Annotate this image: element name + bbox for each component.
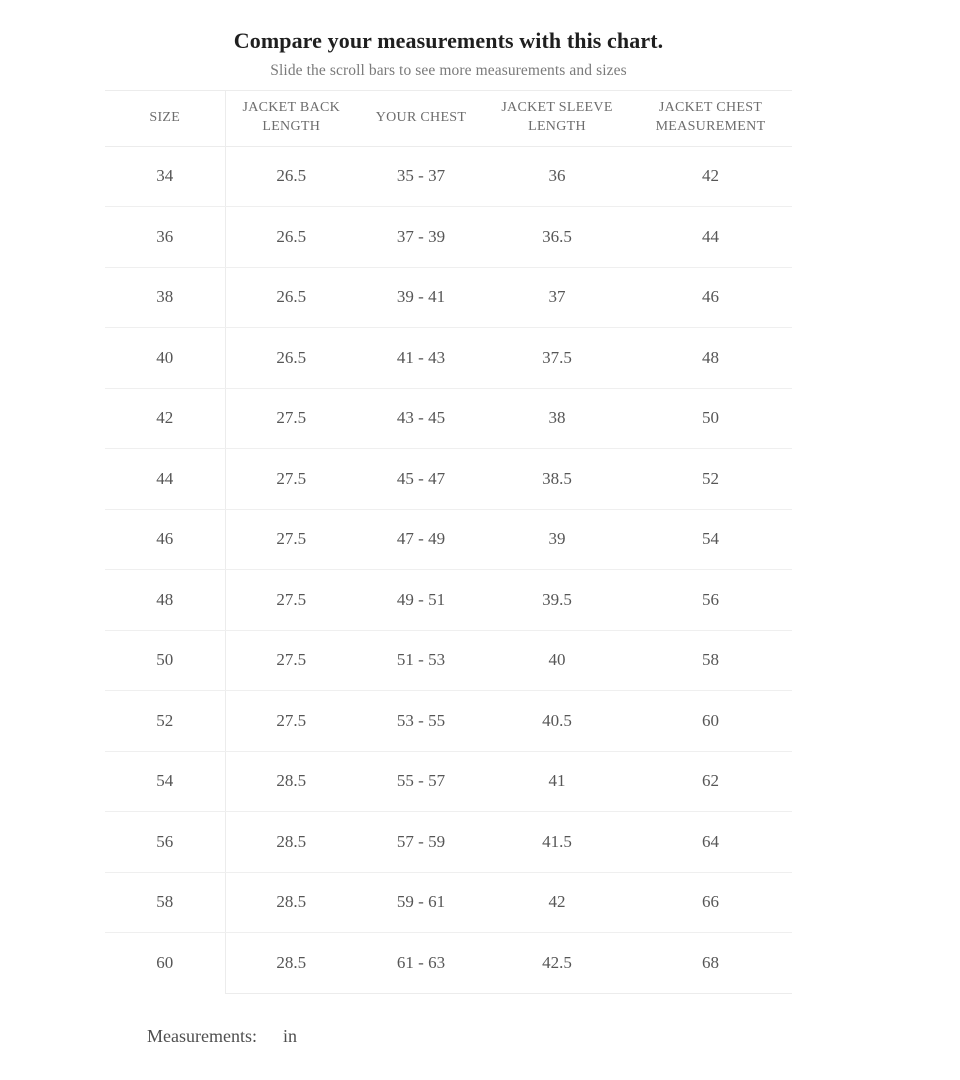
cell-jacket-sleeve-length: 42.5 xyxy=(485,933,629,994)
cell-jacket-sleeve-length: 40 xyxy=(485,630,629,691)
cell-size: 40 xyxy=(105,328,225,389)
cell-jacket-sleeve-length: 37.5 xyxy=(485,328,629,389)
cell-your-chest: 37 - 39 xyxy=(357,207,485,268)
table-row xyxy=(105,146,792,207)
measurements-bar xyxy=(105,1026,792,1047)
cell-your-chest: 51 - 53 xyxy=(357,630,485,691)
cell-jacket-back-length: 27.5 xyxy=(225,449,357,510)
cell-jacket-back-length: 28.5 xyxy=(225,812,357,873)
table-row xyxy=(105,388,792,449)
cell-your-chest: 53 - 55 xyxy=(357,691,485,752)
cell-jacket-sleeve-length: 36 xyxy=(485,146,629,207)
cell-your-chest: 59 - 61 xyxy=(357,872,485,933)
cell-size: 36 xyxy=(105,207,225,268)
cell-your-chest: 43 - 45 xyxy=(357,388,485,449)
cell-size: 54 xyxy=(105,751,225,812)
column-header-jacket-chest-measurement: JACKET CHEST MEASUREMENT xyxy=(629,90,792,146)
cell-jacket-chest-measurement: 44 xyxy=(629,207,792,268)
cell-your-chest: 45 - 47 xyxy=(357,449,485,510)
cell-size: 44 xyxy=(105,449,225,510)
cell-jacket-sleeve-length: 41.5 xyxy=(485,812,629,873)
cell-jacket-back-length: 28.5 xyxy=(225,933,357,994)
cell-jacket-back-length: 27.5 xyxy=(225,630,357,691)
cell-jacket-back-length: 27.5 xyxy=(225,570,357,631)
cell-size: 46 xyxy=(105,509,225,570)
cell-jacket-sleeve-length: 39 xyxy=(485,509,629,570)
cell-jacket-back-length: 28.5 xyxy=(225,751,357,812)
table-row xyxy=(105,630,792,691)
cell-size: 58 xyxy=(105,872,225,933)
table-header xyxy=(105,90,792,146)
cell-jacket-back-length: 28.5 xyxy=(225,872,357,933)
page-title: Compare your measurements with this chart. xyxy=(233,28,664,53)
cell-jacket-back-length: 26.5 xyxy=(225,207,357,268)
column-header-jacket-sleeve-length: JACKET SLEEVE LENGTH xyxy=(485,90,629,146)
cell-jacket-sleeve-length: 41 xyxy=(485,751,629,812)
cell-jacket-chest-measurement: 42 xyxy=(629,146,792,207)
cell-jacket-sleeve-length: 42 xyxy=(485,872,629,933)
column-header-size: SIZE xyxy=(105,90,225,146)
cell-jacket-back-length: 27.5 xyxy=(225,509,357,570)
table-row xyxy=(105,933,792,994)
cell-your-chest: 39 - 41 xyxy=(357,267,485,328)
cell-size: 52 xyxy=(105,691,225,752)
table-row xyxy=(105,872,792,933)
cell-jacket-sleeve-length: 38 xyxy=(485,388,629,449)
cell-jacket-chest-measurement: 48 xyxy=(629,328,792,389)
cell-jacket-back-length: 26.5 xyxy=(225,328,357,389)
cell-jacket-back-length: 26.5 xyxy=(225,146,357,207)
cell-jacket-chest-measurement: 62 xyxy=(629,751,792,812)
cell-jacket-back-length: 27.5 xyxy=(225,691,357,752)
cell-jacket-sleeve-length: 39.5 xyxy=(485,570,629,631)
table-row xyxy=(105,328,792,389)
measurements-label: Measurements: xyxy=(147,1025,257,1046)
table-row xyxy=(105,812,792,873)
cell-your-chest: 55 - 57 xyxy=(357,751,485,812)
table-row xyxy=(105,509,792,570)
table-body xyxy=(105,146,792,993)
cell-jacket-sleeve-length: 37 xyxy=(485,267,629,328)
cell-size: 60 xyxy=(105,933,225,994)
cell-size: 48 xyxy=(105,570,225,631)
cell-your-chest: 47 - 49 xyxy=(357,509,485,570)
header-row xyxy=(105,90,792,146)
cell-your-chest: 35 - 37 xyxy=(357,146,485,207)
table-row xyxy=(105,751,792,812)
size-chart-scroll-area[interactable] xyxy=(105,90,792,994)
cell-your-chest: 41 - 43 xyxy=(357,328,485,389)
cell-jacket-chest-measurement: 68 xyxy=(629,933,792,994)
cell-jacket-back-length: 26.5 xyxy=(225,267,357,328)
cell-jacket-sleeve-length: 36.5 xyxy=(485,207,629,268)
cell-size: 42 xyxy=(105,388,225,449)
size-chart-widget xyxy=(105,0,792,1047)
cell-your-chest: 61 - 63 xyxy=(357,933,485,994)
measurements-unit-selector[interactable]: in xyxy=(282,1025,297,1046)
cell-jacket-chest-measurement: 50 xyxy=(629,388,792,449)
cell-your-chest: 57 - 59 xyxy=(357,812,485,873)
cell-jacket-chest-measurement: 60 xyxy=(629,691,792,752)
cell-jacket-sleeve-length: 38.5 xyxy=(485,449,629,510)
cell-jacket-chest-measurement: 52 xyxy=(629,449,792,510)
size-chart-table xyxy=(105,90,792,994)
table-row xyxy=(105,691,792,752)
cell-size: 56 xyxy=(105,812,225,873)
cell-your-chest: 49 - 51 xyxy=(357,570,485,631)
table-row xyxy=(105,570,792,631)
scroll-hint-subtitle: Slide the scroll bars to see more measurements and sizes xyxy=(270,61,627,79)
table-row xyxy=(105,207,792,268)
cell-size: 38 xyxy=(105,267,225,328)
cell-jacket-chest-measurement: 64 xyxy=(629,812,792,873)
table-row xyxy=(105,449,792,510)
cell-jacket-chest-measurement: 54 xyxy=(629,509,792,570)
table-row xyxy=(105,267,792,328)
column-header-your-chest: YOUR CHEST xyxy=(357,90,485,146)
column-header-jacket-back-length: JACKET BACK LENGTH xyxy=(225,90,357,146)
cell-size: 50 xyxy=(105,630,225,691)
cell-jacket-back-length: 27.5 xyxy=(225,388,357,449)
cell-jacket-chest-measurement: 46 xyxy=(629,267,792,328)
cell-jacket-chest-measurement: 66 xyxy=(629,872,792,933)
cell-jacket-chest-measurement: 56 xyxy=(629,570,792,631)
cell-jacket-chest-measurement: 58 xyxy=(629,630,792,691)
cell-size: 34 xyxy=(105,146,225,207)
cell-jacket-sleeve-length: 40.5 xyxy=(485,691,629,752)
